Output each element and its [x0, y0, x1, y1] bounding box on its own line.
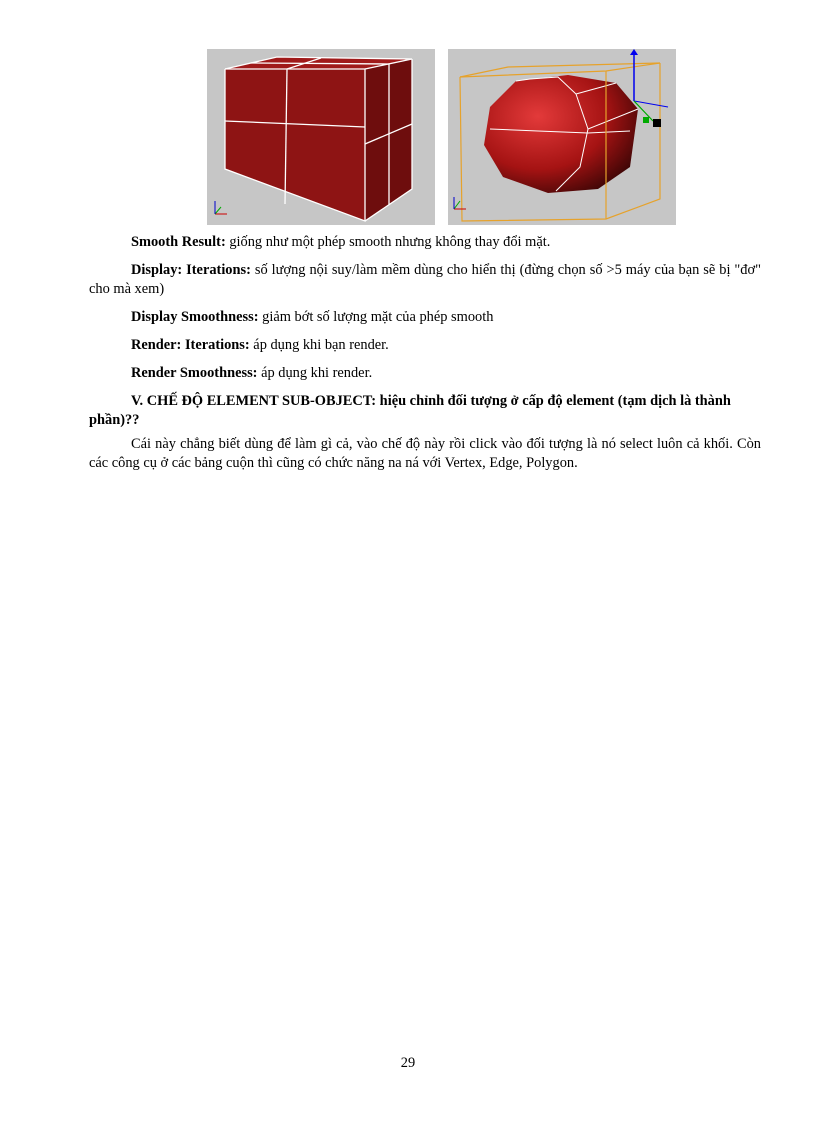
- paragraph-display-iterations: [89, 261, 761, 299]
- paragraph-smooth-result: [89, 233, 761, 252]
- paragraph-text: áp dụng khi bạn render.: [249, 337, 389, 353]
- smoothed-model-image: [448, 49, 676, 225]
- section-heading: V. CHẾ ĐỘ ELEMENT SUB-OBJECT: hiệu chỉnh đối tượng ở cấp độ element (tạm dịch là thành phần)??: [89, 393, 731, 428]
- section-body: Cái này chẳng biết dùng để làm gì cả, vào chế độ này rồi click vào đối tượng là nó select luôn cả khối. Còn các công cụ ở các bảng cuộn thì cũng có chức năng na ná với Vertex, Edge, Polygon.: [89, 436, 761, 471]
- paragraph-render-iterations: [89, 336, 761, 355]
- box-model-render: [207, 49, 435, 225]
- paragraph-label: Smooth Result:: [131, 234, 226, 250]
- page-number: 29: [400, 1055, 416, 1071]
- paragraph-text: giảm bớt số lượng mặt của phép smooth: [258, 309, 494, 325]
- paragraph-label: Display: Iterations:: [131, 262, 251, 278]
- paragraph-text: số lượng nội suy/làm mềm dùng cho hiển thị (đừng chọn số >5 máy của bạn sẽ bị "đơ" cho mà xem): [89, 262, 761, 297]
- paragraph-display-smoothness: [89, 308, 761, 327]
- paragraph-render-smoothness: [89, 364, 761, 383]
- paragraph-label: Display Smoothness:: [131, 309, 259, 325]
- smoothed-model-render: [448, 49, 676, 225]
- paragraph-text: giống như một phép smooth nhưng không thay đổi mặt.: [225, 234, 551, 250]
- figure-row: [207, 49, 677, 225]
- paragraph-label: Render: Iterations:: [131, 337, 250, 353]
- paragraph-text: áp dụng khi render.: [257, 365, 373, 381]
- paragraph-label: Render Smoothness:: [131, 365, 258, 381]
- body-text: [89, 233, 761, 482]
- box-model-image: [207, 49, 435, 225]
